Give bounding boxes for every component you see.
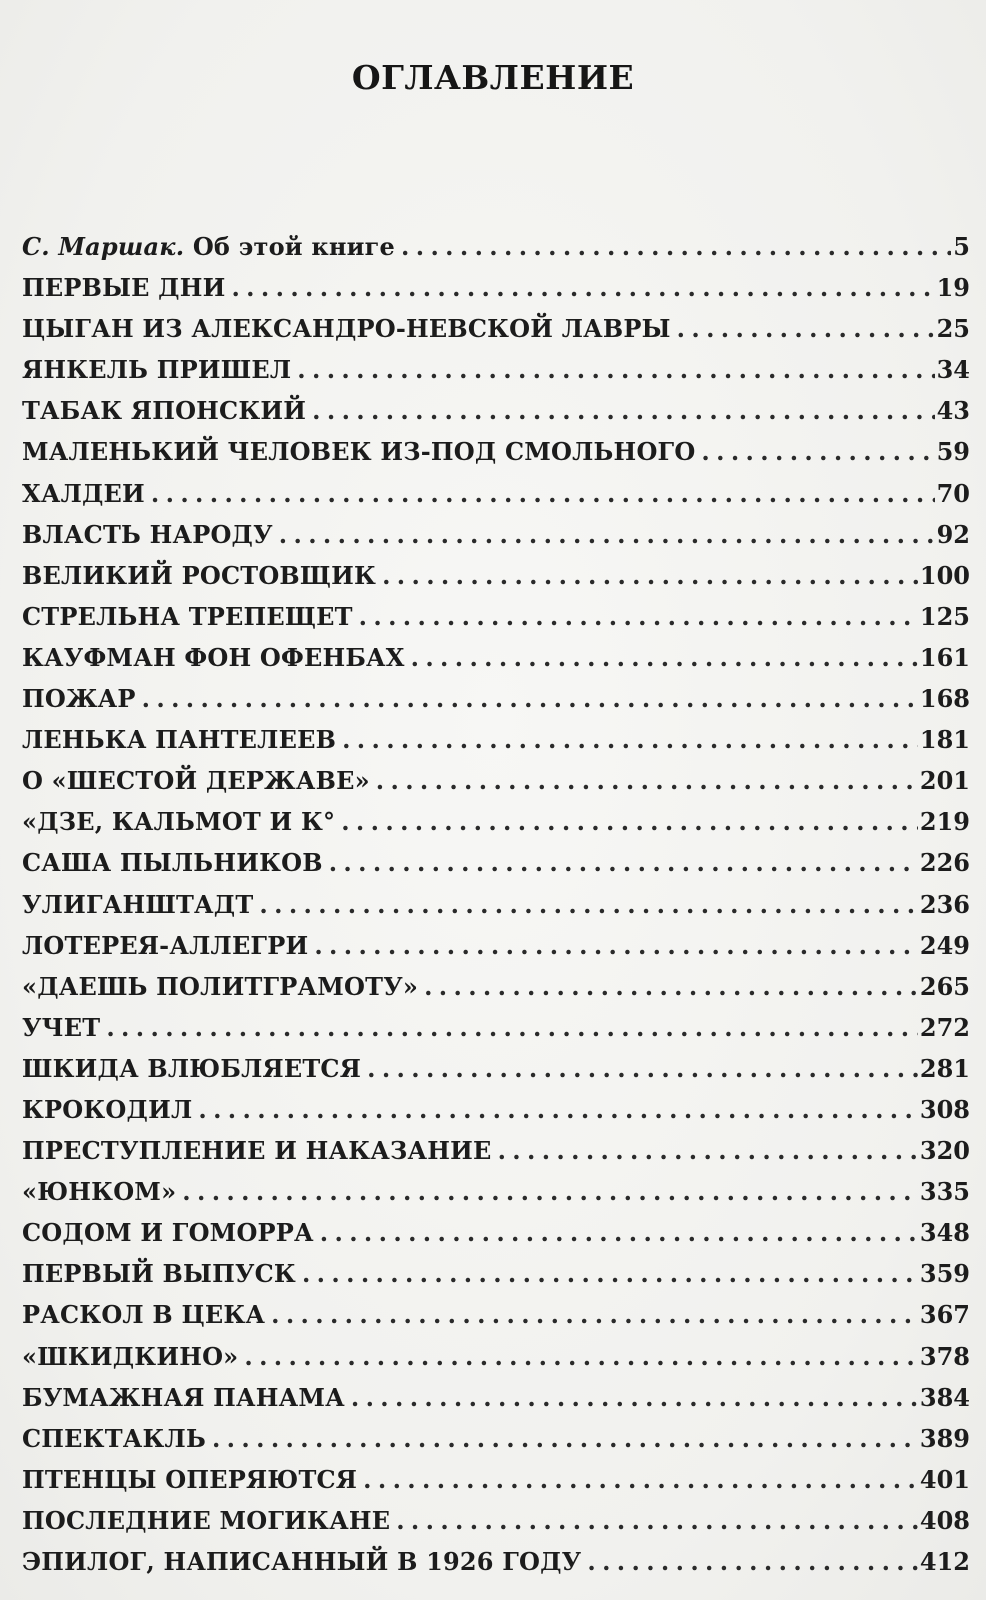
toc-entry — [22, 972, 970, 1013]
toc-entry — [22, 807, 970, 848]
toc-entry — [22, 273, 970, 314]
toc-entry — [22, 1095, 970, 1136]
toc-entry-page: 320 — [919, 1136, 970, 1166]
toc-entry-title: ПЕРВЫЙ ВЫПУСК — [22, 1259, 296, 1289]
dot-leader — [498, 1136, 918, 1165]
toc-entry — [22, 1465, 970, 1506]
dot-leader — [106, 1013, 918, 1042]
dot-leader — [424, 972, 918, 1001]
dot-leader — [297, 355, 934, 384]
toc-entry — [22, 1054, 970, 1095]
toc-entry — [22, 437, 970, 478]
dot-leader — [314, 931, 918, 960]
toc-entry-page: 348 — [919, 1218, 970, 1248]
dot-leader — [677, 314, 935, 343]
toc-entry-title: КАУФМАН ФОН ОФЕНБАХ — [22, 642, 405, 672]
toc-entry — [22, 520, 970, 561]
toc-entry-title: ЯНКЕЛЬ ПРИШЕЛ — [22, 355, 292, 385]
toc-entry — [22, 1383, 970, 1424]
dot-leader — [341, 807, 918, 836]
toc-entry-title: КРОКОДИЛ — [22, 1094, 193, 1124]
toc-entry — [22, 355, 970, 396]
toc-entry-author: С. Маршак. — [22, 232, 185, 261]
toc-entry-page: 34 — [936, 355, 970, 385]
toc-entry — [22, 643, 970, 684]
toc-entry-page: 359 — [919, 1259, 970, 1289]
dot-leader — [396, 1506, 918, 1535]
toc-entry-title: ЭПИЛОГ, НАПИСАННЫЙ В 1926 ГОДУ — [22, 1547, 582, 1576]
dot-leader — [244, 1342, 918, 1371]
toc-entry-title: СОДОМ И ГОМОРРА — [22, 1218, 314, 1248]
toc-entry — [22, 1547, 970, 1588]
toc-entry-page: 401 — [919, 1464, 970, 1494]
toc-entry — [22, 232, 970, 273]
toc-entry-page: 384 — [919, 1382, 970, 1412]
toc-entry-page: 5 — [953, 232, 970, 261]
dot-leader — [182, 1177, 918, 1206]
dot-leader — [376, 766, 918, 795]
toc-entry — [22, 396, 970, 437]
toc-entry — [22, 1177, 970, 1218]
dot-leader — [212, 1424, 918, 1453]
dot-leader — [367, 1054, 918, 1083]
toc-entry-title: «ШКИДКИНО» — [22, 1341, 239, 1371]
dot-leader — [359, 602, 918, 631]
toc-entry-title: САША ПЫЛЬНИКОВ — [22, 848, 323, 878]
toc-entry-title: О «ШЕСТОЙ ДЕРЖАВЕ» — [22, 766, 370, 796]
toc-entry-title: ХАЛДЕИ — [22, 478, 145, 508]
toc-entry-page: 19 — [936, 273, 970, 303]
toc-entry-title: ПЕРВЫЕ ДНИ — [22, 273, 226, 303]
toc-entry — [22, 1259, 970, 1300]
toc-entry-title: МАЛЕНЬКИЙ ЧЕЛОВЕК ИЗ-ПОД СМОЛЬНОГО — [22, 437, 696, 467]
toc-entry-page: 125 — [919, 601, 970, 631]
toc-entry-page: 378 — [919, 1341, 970, 1371]
toc-entry-title: Об этой книге — [192, 232, 396, 261]
dot-leader — [329, 848, 918, 877]
dot-leader — [351, 1383, 918, 1412]
toc-entry-title: «ДАЕШЬ ПОЛИТГРАМОТУ» — [22, 971, 419, 1001]
toc-entry-title: ШКИДА ВЛЮБЛЯЕТСЯ — [22, 1053, 362, 1083]
toc-entry-title: ЦЫГАН ИЗ АЛЕКСАНДРО-НЕВСКОЙ ЛАВРЫ — [22, 314, 671, 344]
toc-entry — [22, 1218, 970, 1259]
dot-leader — [701, 437, 934, 466]
dot-leader — [279, 520, 935, 549]
toc-entry — [22, 766, 970, 807]
toc-entry-page: 219 — [919, 807, 970, 837]
toc-entry — [22, 1013, 970, 1054]
toc-entry-title: ПОСЛЕДНИЕ МОГИКАНЕ — [22, 1505, 391, 1535]
toc-entry-page: 168 — [919, 684, 970, 714]
dot-leader — [231, 273, 934, 302]
toc-entry-label — [22, 232, 395, 261]
dot-leader — [259, 890, 917, 919]
toc-entry-page: 25 — [936, 314, 970, 344]
toc-entry — [22, 725, 970, 766]
dot-leader — [401, 232, 951, 261]
dot-leader — [142, 684, 918, 713]
toc-entry-title: ПРЕСТУПЛЕНИЕ И НАКАЗАНИЕ — [22, 1136, 492, 1166]
toc-entry-page: 408 — [919, 1505, 970, 1535]
toc-entry-title: ПОЖАР — [22, 684, 136, 714]
dot-leader — [271, 1300, 918, 1329]
toc-entry-page: 249 — [919, 930, 970, 960]
toc-entry — [22, 1300, 970, 1341]
toc-entry — [22, 602, 970, 643]
toc-entry-page: 236 — [919, 889, 970, 919]
toc-entry-page: 70 — [936, 478, 970, 508]
dot-leader — [342, 725, 918, 754]
toc-entry-page: 100 — [919, 560, 970, 590]
toc-entry-title: ЛОТЕРЕЯ-АЛЛЕГРИ — [22, 930, 309, 960]
toc-entry-page: 59 — [936, 437, 970, 467]
toc-entry — [22, 314, 970, 355]
toc-entry-title: ТАБАК ЯПОНСКИЙ — [22, 396, 307, 426]
toc-entry-page: 181 — [919, 725, 970, 755]
toc-entry — [22, 1506, 970, 1547]
toc-entry — [22, 1424, 970, 1465]
toc-entry — [22, 931, 970, 972]
toc-entry — [22, 1136, 970, 1177]
toc-entry-title: СТРЕЛЬНА ТРЕПЕЩЕТ — [22, 601, 353, 631]
toc-entry-page: 272 — [919, 1012, 970, 1042]
dot-leader — [587, 1547, 918, 1576]
toc-entry-page: 281 — [919, 1053, 970, 1083]
toc-entry-page: 201 — [919, 766, 970, 796]
toc-entry-page: 226 — [919, 848, 970, 878]
toc-entry-title: «ДЗЕ, КАЛЬМОТ И К° — [22, 807, 336, 837]
toc-entry — [22, 479, 970, 520]
toc-entry-page: 265 — [919, 971, 970, 1001]
toc-entry — [22, 890, 970, 931]
toc-entry-title: ПТЕНЦЫ ОПЕРЯЮТСЯ — [22, 1464, 358, 1494]
toc-entry-page: 367 — [919, 1300, 970, 1330]
toc-entry-title: «ЮНКОМ» — [22, 1177, 177, 1207]
dot-leader — [198, 1095, 918, 1124]
dot-leader — [320, 1218, 918, 1247]
toc-entry-title: ЛЕНЬКА ПАНТЕЛЕЕВ — [22, 725, 337, 755]
dot-leader — [312, 396, 934, 425]
toc-entry-page: 389 — [919, 1423, 970, 1453]
toc-entry-title: УЧЕТ — [22, 1012, 101, 1042]
toc-entry-title: ВЛАСТЬ НАРОДУ — [22, 519, 273, 549]
toc-entry-title: БУМАЖНАЯ ПАНАМА — [22, 1382, 345, 1412]
dot-leader — [382, 561, 918, 590]
toc-entry-page: 161 — [919, 642, 970, 672]
toc-entry-title: СПЕКТАКЛЬ — [22, 1423, 206, 1453]
dot-leader — [411, 643, 918, 672]
toc-entry — [22, 561, 970, 602]
toc-entry — [22, 1342, 970, 1383]
toc-entry-page: 308 — [919, 1094, 970, 1124]
toc-entry — [22, 848, 970, 889]
toc-entry-title: УЛИГАНШТАДТ — [22, 889, 254, 919]
dot-leader — [363, 1465, 918, 1494]
toc-entry-page: 92 — [936, 519, 970, 549]
toc-entry-page: 412 — [919, 1547, 970, 1576]
dot-leader — [151, 479, 935, 508]
toc-entry-title: ВЕЛИКИЙ РОСТОВЩИК — [22, 560, 377, 590]
page-title: ОГЛАВЛЕНИЕ — [351, 58, 635, 97]
toc-entry-page: 43 — [936, 396, 970, 426]
toc-entry — [22, 684, 970, 725]
table-of-contents — [22, 232, 970, 1588]
toc-entry-title: РАСКОЛ В ЦЕКА — [22, 1300, 266, 1330]
toc-entry-page: 335 — [919, 1177, 970, 1207]
dot-leader — [302, 1259, 918, 1288]
